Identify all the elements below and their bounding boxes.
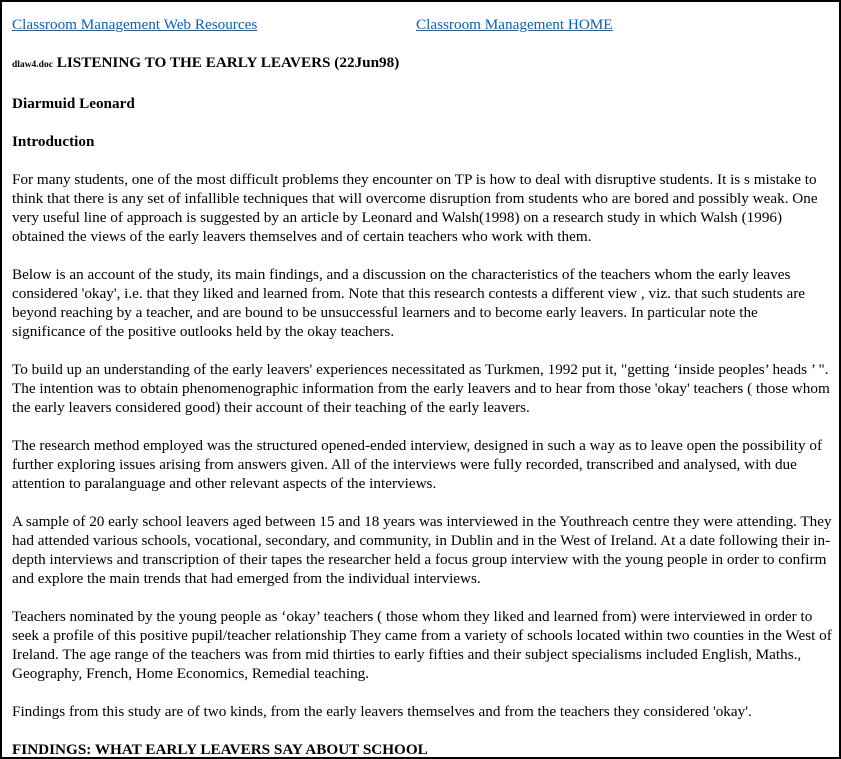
findings-heading: FINDINGS: WHAT EARLY LEAVERS SAY ABOUT SCHOOL	[12, 741, 428, 758]
document-filename: dlaw4.doc	[12, 60, 53, 70]
document-title	[12, 53, 832, 75]
paragraph: For many students, one of the most difficult problems they encounter on TP is how to deal with disruptive students. It is s mistake to think that there is any set of infallible techniques that will overcome disruption from students who are bored and possibly weak. One very useful line of approach is suggested by an article by Leonard and Walsh(1998) on a research study in which Walsh (1996) obtained the views of the early leavers themselves and of certain teachers who work with them.	[12, 171, 818, 245]
paragraph: Findings from this study are of two kinds, from the early leavers themselves and from the teachers they considered 'okay'.	[12, 703, 752, 720]
classroom-management-home-link[interactable]: Classroom Management HOME	[416, 16, 613, 33]
nav-bar	[12, 15, 832, 34]
document-body	[12, 15, 832, 759]
introduction-heading: Introduction	[12, 133, 95, 150]
paragraph: A sample of 20 early school leavers aged between 15 and 18 years was interviewed in the Youthreach centre they were attending. They had attended various schools, vocational, secondary, and community, in Dublin and in the West of Ireland. At a date following their in-depth interviews and transcription of their tapes the researcher held a focus group interview with the young people in order to confirm and explore the main trends that had emerged from the individual interviews.	[12, 513, 832, 587]
paragraph: The research method employed was the structured opened-ended interview, designed in such a way as to leave open the possibility of further exploring issues arising from answers given. All of the interviews were fully recorded, transcribed and analysed, with due attention to paralanguage and other relevant aspects of the interviews.	[12, 437, 823, 492]
document-title-text: LISTENING TO THE EARLY LEAVERS (22Jun98)	[56, 54, 400, 71]
classroom-management-resources-link[interactable]: Classroom Management Web Resources	[12, 16, 258, 33]
paragraph: Teachers nominated by the young people as ‘okay’ teachers ( those whom they liked and learned from) were interviewed in order to seek a profile of this positive pupil/teacher relationship They came from a variety of schools located within two counties in the West of Ireland. The age range of the teachers was from mid thirties to early fifties and their subject specialisms included English, Maths., Geography, French, Home Economics, Remedial teaching.	[12, 608, 832, 682]
paragraph: To build up an understanding of the early leavers' experiences necessitated as Turkmen, 1992 put it, "getting ‘inside peoples’ heads ’ ". The intention was to obtain phenomenographic information from the early leavers and to hear from those 'okay' teachers ( those whom the early leavers considered good) their account of their teaching of the early leavers.	[12, 361, 830, 416]
author-name: Diarmuid Leonard	[12, 95, 135, 112]
paragraph: Below is an account of the study, its main findings, and a discussion on the characteristics of the teachers whom the early leaves considered 'okay', i.e. that they liked and learned from. Note that this research contests a different view , viz. that such students are beyond reaching by a teacher, and are bound to be unsuccessful learners and to become early leavers. In particular note the significance of the positive outlooks held by the okay teachers.	[12, 266, 805, 340]
